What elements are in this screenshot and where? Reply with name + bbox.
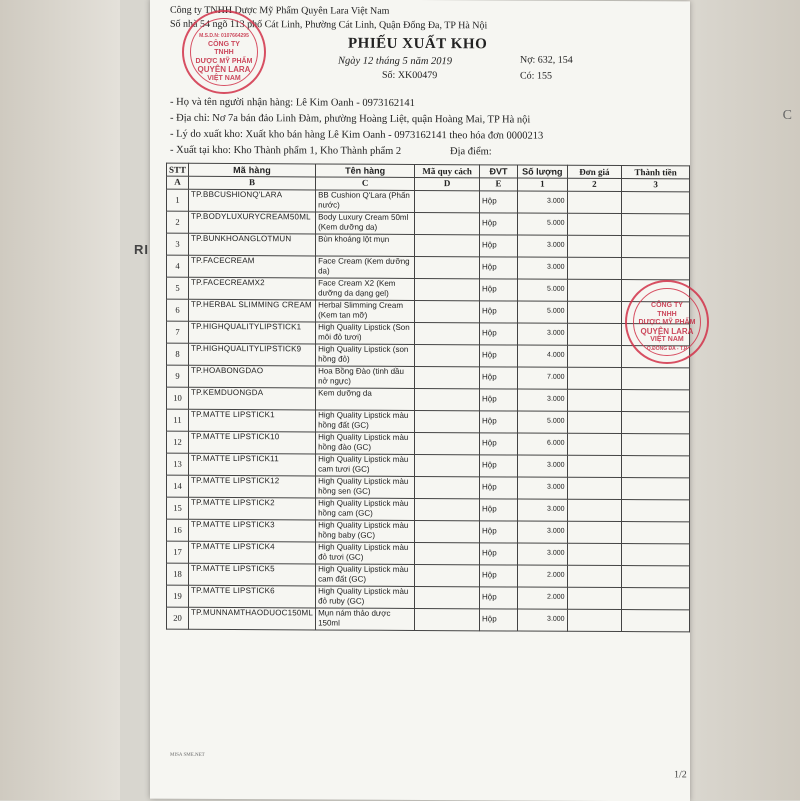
row-name: Mụn nám thảo dược 150ml (316, 608, 415, 631)
company-stamp-top (182, 10, 266, 94)
row-total (622, 478, 690, 500)
letter-2: 2 (567, 178, 622, 191)
row-name: Hoa Bồng Đào (tinh dầu nở ngực) (316, 366, 415, 389)
row-qty: 3.000 (518, 477, 567, 499)
row-stt: 16 (167, 519, 189, 541)
header-total: Thành tiền (622, 166, 690, 179)
row-name: High Quality Lipstick màu hồng baby (GC) (316, 520, 415, 543)
row-total (622, 258, 690, 280)
row-spec (415, 278, 480, 300)
row-stt: 8 (167, 343, 189, 365)
row-code: TP.MUNNAMTHAODUOC150ML (189, 607, 316, 630)
row-qty: 3.000 (518, 389, 567, 411)
row-total (622, 588, 690, 610)
row-unit: Hộp (480, 345, 518, 367)
stamp-line: DƯỢC MỸ PHẨM (195, 57, 253, 65)
company-stamp-right (625, 280, 709, 364)
row-qty: 3.000 (518, 543, 567, 565)
row-qty: 2.000 (518, 565, 567, 587)
stamp-company: CÔNG TY (208, 40, 240, 48)
row-spec (415, 234, 480, 256)
document-date: Ngày 12 tháng 5 năm 2019 (338, 55, 453, 68)
row-name: Kem dưỡng da (316, 388, 415, 411)
row-total (622, 456, 690, 478)
row-price (567, 279, 622, 301)
row-stt: 12 (167, 431, 189, 453)
row-price (567, 433, 622, 455)
row-price (567, 609, 622, 631)
row-code: TP.HOABONGDAO (189, 365, 316, 388)
row-stt: 14 (167, 475, 189, 497)
header-unit: ĐVT (480, 165, 518, 178)
row-name: High Quality Lipstick màu cam đất (GC) (316, 564, 415, 587)
letter-b: B (189, 176, 316, 190)
table-row (167, 431, 690, 456)
row-stt: 3 (167, 233, 189, 255)
header-code: Mã hàng (189, 163, 316, 177)
stamp2-country: VIỆT NAM (650, 336, 684, 343)
items-table (166, 163, 690, 633)
row-price (567, 565, 622, 587)
row-code: TP.BBCUSHIONQ'LARA (189, 189, 316, 212)
row-name: Herbal Slimming Cream (Kem tan mỡ) (316, 300, 415, 323)
document-title: PHIẾU XUẤT KHO (348, 35, 488, 53)
background-text-right: C (782, 108, 792, 123)
table-row (167, 321, 690, 346)
warehouse-line: - Xuất tại kho: Kho Thành phẩm 1, Kho Thành phẩm 2 (170, 144, 402, 157)
letter-c: C (316, 177, 415, 191)
row-qty: 7.000 (518, 367, 567, 389)
row-total (622, 500, 690, 522)
row-qty: 3.000 (518, 455, 567, 477)
stamp-tax-edge: M.S.D.N: 0107664295 (199, 33, 249, 39)
row-total (622, 544, 690, 566)
row-unit: Hộp (480, 301, 518, 323)
table-row (167, 497, 690, 522)
row-name: High Quality Lipstick (Son môi đỏ tươi) (316, 322, 415, 345)
row-spec (415, 256, 480, 278)
table-row (167, 365, 690, 390)
table-row (167, 189, 690, 214)
table-row (167, 343, 690, 368)
row-code: TP.FACECREAMX2 (189, 277, 316, 300)
page-number: 1/2 (674, 769, 687, 781)
row-stt: 7 (167, 321, 189, 343)
table-row (167, 255, 690, 280)
row-price (567, 191, 622, 213)
row-unit: Hộp (480, 565, 518, 587)
row-price (567, 323, 622, 345)
background-left (0, 0, 120, 800)
row-total (622, 236, 690, 258)
header-qty: Số lượng (518, 165, 567, 178)
row-qty: 5.000 (518, 411, 567, 433)
row-stt: 11 (167, 409, 189, 431)
row-stt: 17 (167, 541, 189, 563)
stamp2-line: DƯỢC MỸ PHẨM (638, 319, 696, 326)
row-price (567, 455, 622, 477)
row-total (622, 368, 690, 390)
row-name: High Quality Lipstick màu cam tươi (GC) (316, 454, 415, 477)
row-code: TP.MATTE LIPSTICK11 (189, 453, 316, 476)
table-row (167, 299, 690, 324)
row-name: Bùn khoáng lột mụn (316, 234, 415, 257)
stamp2-company: CÔNG TY (651, 302, 683, 309)
row-code: TP.MATTE LIPSTICK10 (189, 431, 316, 454)
row-unit: Hộp (480, 477, 518, 499)
row-unit: Hộp (480, 543, 518, 565)
address-line: - Địa chỉ: Nơ 7a bán đảo Linh Đàm, phường Hoàng Liệt, quận Hoàng Mai, TP Hà nội (170, 112, 531, 126)
row-name: High Quality Lipstick màu hồng đào (GC) (316, 432, 415, 455)
row-spec (415, 322, 480, 344)
row-unit: Hộp (480, 389, 518, 411)
letter-a: A (167, 176, 189, 189)
row-total (622, 214, 690, 236)
row-qty: 3.000 (518, 191, 567, 213)
location-label: Địa điểm: (450, 146, 492, 158)
row-stt: 2 (167, 211, 189, 233)
row-unit: Hộp (480, 213, 518, 235)
row-code: TP.BUNKHOANGLOTMUN (189, 233, 316, 256)
reason-line: - Lý do xuất kho: Xuất kho bán hàng Lê Kim Oanh - 0973162141 theo hóa đơn 0000213 (170, 128, 544, 142)
row-spec (415, 432, 480, 454)
row-code: TP.MATTE LIPSTICK4 (189, 541, 316, 564)
row-qty: 6.000 (518, 433, 567, 455)
row-spec (415, 300, 480, 322)
row-price (567, 345, 622, 367)
row-spec (415, 520, 480, 542)
table-row (167, 585, 690, 610)
row-spec (415, 410, 480, 432)
row-total (622, 566, 690, 588)
row-price (567, 235, 622, 257)
row-spec (415, 564, 480, 586)
row-spec (415, 366, 480, 388)
row-stt: 18 (167, 563, 189, 585)
credit-account: Có: 155 (520, 70, 552, 82)
row-total (622, 610, 690, 632)
table-row (167, 519, 690, 544)
table-row (167, 475, 690, 500)
row-price (567, 411, 622, 433)
row-code: TP.KEMDUONGDA (189, 387, 316, 410)
row-unit: Hộp (480, 235, 518, 257)
header-price: Đơn giá (567, 165, 622, 178)
document-number: Số: XK00479 (382, 69, 438, 82)
row-total (622, 522, 690, 544)
stamp2-brand: QUYÊN LARA (640, 326, 694, 336)
row-stt: 10 (167, 387, 189, 409)
row-spec (415, 344, 480, 366)
stamp2-type: TNHH (657, 310, 677, 318)
table-row (167, 541, 690, 566)
export-slip-paper (150, 0, 690, 801)
row-code: TP.HIGHQUALITYLIPSTICK9 (189, 343, 316, 366)
row-qty: 3.000 (518, 235, 567, 257)
table-row (167, 563, 690, 588)
row-name: BB Cushion Q'Lara (Phấn nước) (316, 190, 415, 213)
row-total (622, 412, 690, 434)
row-unit: Hộp (480, 191, 518, 213)
row-code: TP.MATTE LIPSTICK2 (189, 497, 316, 520)
row-qty: 3.000 (518, 499, 567, 521)
row-code: TP.FACECREAM (189, 255, 316, 278)
row-price (567, 389, 622, 411)
row-price (567, 213, 622, 235)
row-unit: Hộp (480, 587, 518, 609)
stamp-type: TNHH (214, 49, 234, 56)
row-unit: Hộp (480, 323, 518, 345)
row-price (567, 499, 622, 521)
row-stt: 20 (167, 607, 189, 629)
row-unit: Hộp (480, 499, 518, 521)
letter-1: 1 (518, 178, 567, 191)
row-price (567, 257, 622, 279)
row-name: Face Cream X2 (Kem dưỡng da dạng gel) (316, 278, 415, 301)
table-body (167, 189, 690, 632)
header-stt: STT (167, 163, 189, 176)
row-price (567, 521, 622, 543)
row-unit: Hộp (480, 609, 518, 631)
letter-e: E (480, 178, 518, 191)
software-footer: MISA SME.NET (170, 752, 205, 758)
header-name: Tên hàng (316, 164, 415, 178)
debit-account: Nợ: 632, 154 (520, 54, 573, 66)
row-stt: 15 (167, 497, 189, 519)
row-unit: Hộp (480, 455, 518, 477)
row-qty: 3.000 (518, 323, 567, 345)
row-code: TP.MATTE LIPSTICK3 (189, 519, 316, 542)
table-row (167, 387, 690, 412)
stamp-country: VIỆT NAM (207, 74, 241, 82)
row-name: High Quality Lipstick màu hồng sen (GC) (316, 476, 415, 499)
row-stt: 5 (167, 277, 189, 299)
row-name: Face Cream (Kem dưỡng da) (316, 256, 415, 279)
row-stt: 13 (167, 453, 189, 475)
row-spec (415, 608, 480, 630)
row-qty: 5.000 (518, 301, 567, 323)
company-name: Công ty TNHH Dược Mỹ Phẩm Quyên Lara Việt Nam (170, 4, 390, 17)
row-price (567, 477, 622, 499)
row-unit: Hộp (480, 367, 518, 389)
row-code: TP.MATTE LIPSTICK5 (189, 563, 316, 586)
row-code: TP.HERBAL SLIMMING CREAM (189, 299, 316, 322)
row-stt: 19 (167, 585, 189, 607)
row-stt: 4 (167, 255, 189, 277)
row-total (622, 192, 690, 214)
row-spec (415, 476, 480, 498)
row-unit: Hộp (480, 411, 518, 433)
row-price (567, 367, 622, 389)
row-price (567, 301, 622, 323)
row-stt: 9 (167, 365, 189, 387)
table-row (167, 277, 690, 302)
row-unit: Hộp (480, 279, 518, 301)
row-code: TP.MATTE LIPSTICK6 (189, 585, 316, 608)
row-qty: 3.000 (518, 609, 567, 631)
row-name: Body Luxury Cream 50ml (Kem dưỡng da) (316, 212, 415, 235)
row-code: TP.MATTE LIPSTICK1 (189, 409, 316, 432)
table-row (167, 607, 690, 632)
row-spec (415, 388, 480, 410)
row-spec (415, 542, 480, 564)
table-row (167, 211, 690, 236)
letter-d: D (415, 177, 480, 190)
row-code: TP.MATTE LIPSTICK12 (189, 475, 316, 498)
company-address: Số nhà 54 ngõ 113 phố Cát Linh, Phường Cát Linh, Quận Đống Đa, TP Hà Nội (170, 18, 488, 32)
row-qty: 3.000 (518, 257, 567, 279)
row-price (567, 543, 622, 565)
row-unit: Hộp (480, 521, 518, 543)
letter-3: 3 (622, 179, 690, 192)
header-spec: Mã quy cách (415, 164, 480, 177)
row-spec (415, 586, 480, 608)
row-spec (415, 190, 480, 212)
table-row (167, 409, 690, 434)
row-unit: Hộp (480, 433, 518, 455)
row-name: High Quality Lipstick màu đỏ tươi (GC) (316, 542, 415, 565)
row-qty: 4.000 (518, 345, 567, 367)
row-total (622, 434, 690, 456)
row-stt: 1 (167, 189, 189, 211)
table-row (167, 453, 690, 478)
row-spec (415, 212, 480, 234)
receiver-line: - Họ và tên người nhận hàng: Lê Kim Oanh - 0973162141 (170, 96, 415, 109)
table-row (167, 233, 690, 258)
row-stt: 6 (167, 299, 189, 321)
row-spec (415, 454, 480, 476)
row-qty: 5.000 (518, 279, 567, 301)
stamp2-district-edge: Q.ĐỐNG ĐA - T.P (646, 345, 688, 352)
row-name: High Quality Lipstick màu hồng cam (GC) (316, 498, 415, 521)
background-text-left: RI (134, 242, 149, 257)
row-spec (415, 498, 480, 520)
row-code: TP.HIGHQUALITYLIPSTICK1 (189, 321, 316, 344)
row-name: High Quality Lipstick màu đỏ ruby (GC) (316, 586, 415, 609)
row-total (622, 390, 690, 412)
row-price (567, 587, 622, 609)
row-code: TP.BODYLUXURYCREAM50ML (189, 211, 316, 234)
row-unit: Hộp (480, 257, 518, 279)
row-qty: 3.000 (518, 521, 567, 543)
stamp-brand: QUYÊN LARA (197, 65, 251, 74)
row-name: High Quality Lipstick (son hồng đỏ) (316, 344, 415, 367)
row-qty: 2.000 (518, 587, 567, 609)
row-qty: 5.000 (518, 213, 567, 235)
row-name: High Quality Lipstick màu hồng đất (GC) (316, 410, 415, 433)
